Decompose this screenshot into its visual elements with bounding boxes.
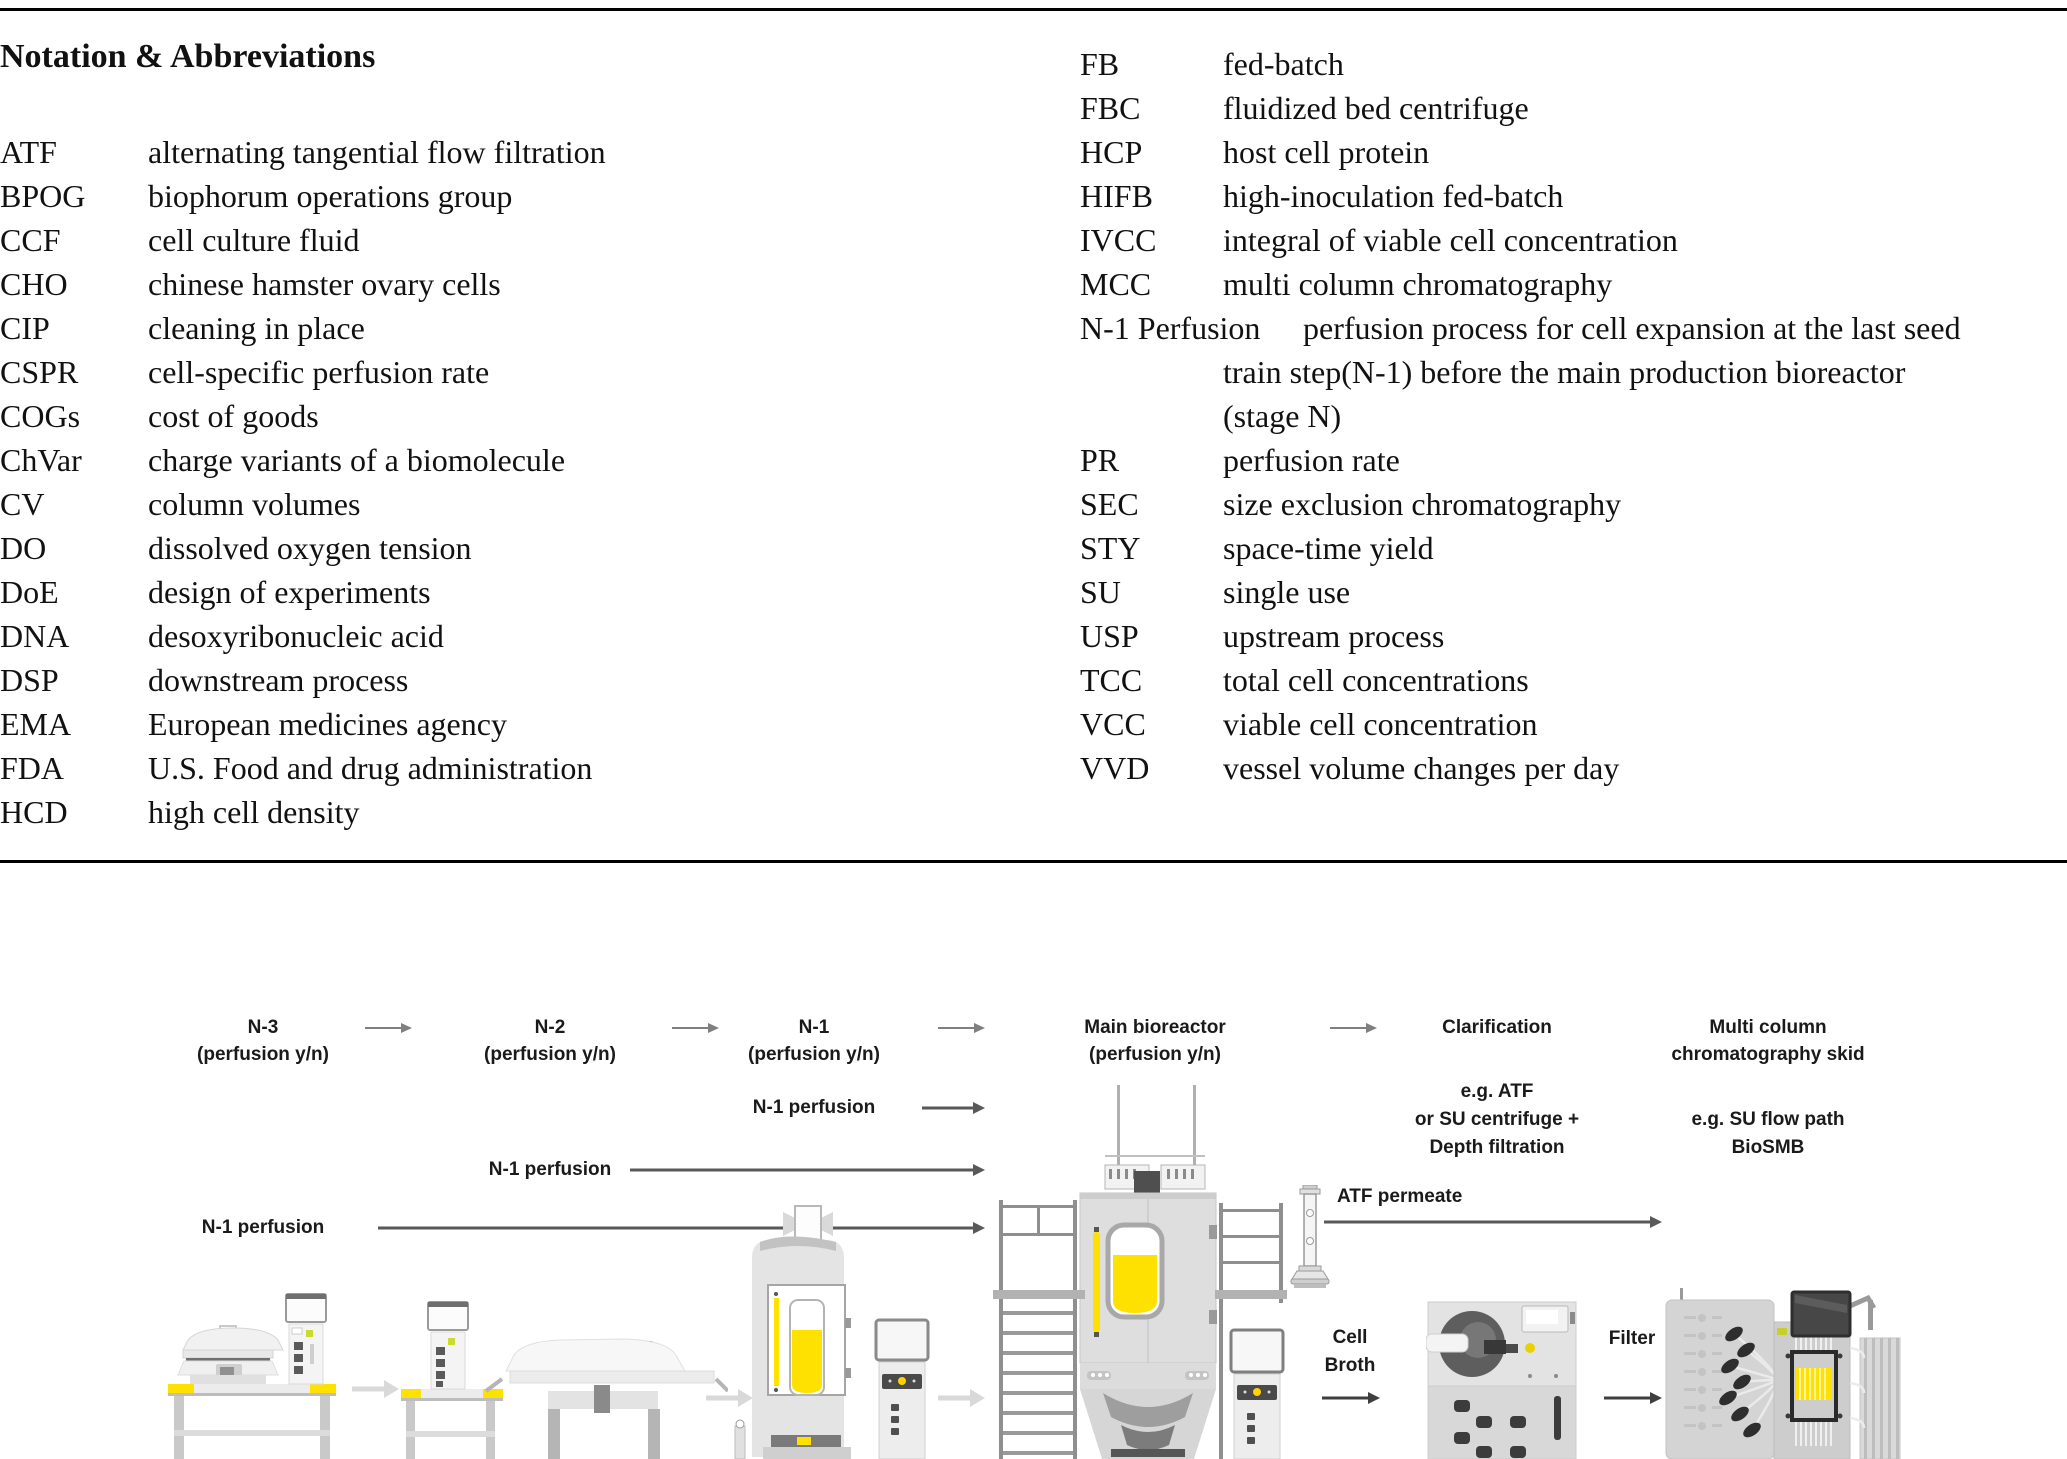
main-bioreactor-icon <box>993 1085 1293 1459</box>
abbreviation-term: CSPR <box>0 354 79 390</box>
abbreviation-definition: downstream process <box>148 662 409 698</box>
abbreviation-definition: total cell concentrations <box>1223 662 1529 698</box>
abbreviation-term: SEC <box>1080 486 1139 522</box>
abbreviation-row <box>1080 570 2067 614</box>
abbreviation-term: DoE <box>0 574 59 610</box>
arrow-n3-to-n2 <box>365 1020 412 1036</box>
stage-label-clarification <box>1442 1014 1552 1041</box>
stage-n3-subtitle: (perfusion y/n) <box>197 1044 329 1065</box>
abbreviation-term: CHO <box>0 266 68 302</box>
abbreviation-row <box>0 570 1000 614</box>
stage-clarification-methods: e.g. ATF or SU centrifuge + Depth filtration <box>1414 1081 1580 1158</box>
abbreviation-term: FDA <box>0 750 65 786</box>
top-module <box>783 1206 833 1240</box>
abbreviation-row <box>0 746 1000 790</box>
abbreviation-row <box>0 306 1000 350</box>
abbreviation-term: CIP <box>0 310 50 346</box>
stage-mcc-methods: e.g. SU flow path BioSMB <box>1691 1109 1845 1158</box>
abbreviation-term: TCC <box>1080 662 1143 698</box>
abbreviation-term: USP <box>1080 618 1139 654</box>
abbreviation-term: DO <box>0 530 47 566</box>
stage-label-n2 <box>484 1014 616 1068</box>
abbreviation-row <box>0 218 1000 262</box>
abbreviation-term: CCF <box>0 222 61 258</box>
abbreviation-definition: perfusion rate <box>1223 442 1400 478</box>
abbreviation-term: FB <box>1080 46 1120 82</box>
su-centrifuge-icon <box>1426 1292 1578 1459</box>
n3-rocker-bioreactor-icon <box>118 1282 358 1459</box>
abbreviation-row <box>1080 614 2067 658</box>
abbreviation-definition: size exclusion chromatography <box>1223 486 1622 522</box>
atf-column-icon <box>1290 1185 1330 1290</box>
abbreviation-row <box>1080 526 2067 570</box>
abbreviation-definition: European medicines agency <box>148 706 507 742</box>
stage-main-subtitle: (perfusion y/n) <box>1089 1044 1221 1065</box>
column-cassette-unit <box>1774 1322 1850 1459</box>
abbreviation-definition: biophorum operations group <box>148 178 513 214</box>
abbreviation-definition: U.S. Food and drug administration <box>148 750 593 786</box>
filter-label: Filter <box>1608 1328 1656 1349</box>
abbreviation-term: ATF <box>0 134 57 170</box>
arrow-n1-to-main <box>938 1020 985 1036</box>
su-bioreactor-housing <box>752 1237 851 1459</box>
abbreviation-term: CV <box>0 486 45 522</box>
control-tower <box>286 1294 326 1384</box>
abbreviation-definition: fluidized bed centrifuge <box>1223 90 1529 126</box>
abbreviation-term: BPOG <box>0 178 86 214</box>
right-rack <box>1850 1338 1900 1459</box>
n1-perfusion-label-2: N-1 perfusion <box>488 1159 612 1180</box>
control-tower <box>876 1320 928 1459</box>
abbreviation-row <box>0 394 1000 438</box>
control-tower <box>1231 1330 1283 1459</box>
abbreviation-term: VCC <box>1080 706 1146 742</box>
abbreviation-definition: single use <box>1223 574 1351 610</box>
abbreviation-row <box>1080 702 2067 746</box>
abbreviation-term: ChVar <box>0 442 82 478</box>
stage-label-n1 <box>748 1014 880 1068</box>
small-column <box>735 1420 745 1459</box>
stage-n1-title: N-1 <box>798 1017 830 1038</box>
abbreviation-definition: vessel volume changes per day <box>1223 750 1620 786</box>
stage-label-mcc-skid: Multi column chromatography skid <box>1671 1017 1865 1065</box>
abbreviation-definition: high-inoculation fed-batch <box>1223 178 1564 214</box>
abbreviation-row <box>1080 306 2067 438</box>
abbreviation-row <box>0 526 1000 570</box>
stage-n1-subtitle: (perfusion y/n) <box>748 1044 880 1065</box>
abbreviation-term: DSP <box>0 662 59 698</box>
display-panel <box>1522 1306 1575 1332</box>
abbreviation-term: DNA <box>0 618 70 654</box>
abbreviation-term: FBC <box>1080 90 1141 126</box>
stage-n2-subtitle: (perfusion y/n) <box>484 1044 616 1065</box>
abbreviation-row <box>0 262 1000 306</box>
atf-permeate-label: ATF permeate <box>1337 1186 1463 1207</box>
abbreviation-term: SU <box>1080 574 1121 610</box>
abbreviation-definition: design of experiments <box>148 574 431 610</box>
abbreviation-row <box>0 790 1000 834</box>
abbreviation-definition: column volumes <box>148 486 361 522</box>
abbreviations-right-column <box>1080 42 2067 790</box>
stage-label-main-bioreactor <box>1084 1014 1225 1068</box>
bench-table <box>168 1384 336 1459</box>
abbreviation-row <box>1080 658 2067 702</box>
head-plate-piping <box>1105 1085 1205 1193</box>
cell-broth-arrow <box>1322 1390 1380 1406</box>
atf-permeate-arrow <box>1324 1214 1662 1230</box>
cell-broth-label: Cell Broth <box>1324 1327 1376 1376</box>
abbreviation-definition: integral of viable cell concentration <box>1223 222 1678 258</box>
abbreviation-definition: perfusion process for cell expansion at the last seed train step(N-1) before the main production bioreactor (stage N) <box>1223 310 1961 434</box>
stage-clarification-title: Clarification <box>1442 1017 1552 1038</box>
abbreviation-definition: cell culture fluid <box>148 222 360 258</box>
abbreviation-definition: fed-batch <box>1223 46 1344 82</box>
abbreviation-row <box>1080 262 2067 306</box>
abbreviation-term: STY <box>1080 530 1141 566</box>
n2-rocker-bioreactor-icon <box>398 1295 728 1459</box>
abbreviation-definition: desoxyribonucleic acid <box>148 618 444 654</box>
abbreviation-definition: dissolved oxygen tension <box>148 530 472 566</box>
n1-su-bioreactor-icon <box>733 1198 989 1459</box>
abbreviation-row <box>0 658 1000 702</box>
abbreviation-row <box>1080 86 2067 130</box>
abbreviation-definition: high cell density <box>148 794 360 830</box>
abbreviation-row <box>0 482 1000 526</box>
monitor-arm <box>1792 1292 1874 1336</box>
abbreviation-definition: cell-specific perfusion rate <box>148 354 490 390</box>
n1-perfusion-arrow-1 <box>922 1100 985 1116</box>
stage-n2-title: N-2 <box>534 1017 566 1038</box>
biosmb-skid-icon <box>1664 1288 1914 1459</box>
arrow-main-to-clarification <box>1330 1020 1377 1036</box>
abbreviation-row <box>1080 438 2067 482</box>
abbreviation-definition: cleaning in place <box>148 310 365 346</box>
abbreviation-definition: alternating tangential flow filtration <box>148 134 606 170</box>
abbreviation-definition: chinese hamster ovary cells <box>148 266 501 302</box>
abbreviation-row <box>1080 174 2067 218</box>
n1-perfusion-arrow-2 <box>630 1162 985 1178</box>
n1-perfusion-label-3: N-1 perfusion <box>201 1217 325 1238</box>
abbreviation-definition: viable cell concentration <box>1223 706 1538 742</box>
abbreviation-definition: host cell protein <box>1223 134 1430 170</box>
abbreviation-row <box>1080 482 2067 526</box>
abbreviation-term: VVD <box>1080 750 1150 786</box>
abbreviation-term: COGs <box>0 398 81 434</box>
bench-table <box>401 1389 503 1459</box>
abbreviation-row <box>1080 42 2067 86</box>
abbreviation-row <box>0 174 1000 218</box>
abbreviation-definition: multi column chromatography <box>1223 266 1613 302</box>
abbreviations-left-column <box>0 130 1000 834</box>
abbreviation-term: HCP <box>1080 134 1143 170</box>
control-tower <box>428 1302 468 1389</box>
abbreviation-term: IVCC <box>1080 222 1157 258</box>
abbreviation-definition: cost of goods <box>148 398 319 434</box>
abbreviation-term: N-1 Perfusion <box>1080 310 1261 346</box>
arrow-n2-to-n1 <box>672 1020 719 1036</box>
abbreviation-term: PR <box>1080 442 1120 478</box>
access-ladder-left <box>993 1200 1085 1459</box>
stage-main-title: Main bioreactor <box>1084 1017 1226 1038</box>
abbreviation-row <box>0 350 1000 394</box>
filter-arrow <box>1604 1390 1662 1406</box>
abbreviation-term: HIFB <box>1080 178 1153 214</box>
abbreviation-row <box>1080 218 2067 262</box>
abbreviation-definition: space-time yield <box>1223 530 1434 566</box>
abbreviation-row <box>1080 130 2067 174</box>
section-divider-rule <box>0 860 2067 863</box>
abbreviation-term: HCD <box>0 794 68 830</box>
top-rule <box>0 8 2067 11</box>
abbreviation-row <box>0 438 1000 482</box>
abbreviation-row <box>0 702 1000 746</box>
vessel-body <box>1080 1193 1217 1459</box>
stage-n3-title: N-3 <box>247 1017 279 1038</box>
abbreviation-row <box>1080 746 2067 790</box>
abbreviation-definition: charge variants of a biomolecule <box>148 442 566 478</box>
abbreviation-term: EMA <box>0 706 72 742</box>
section-heading: Notation & Abbreviations <box>0 38 376 75</box>
wave-rocker <box>178 1326 283 1384</box>
stage-label-n3 <box>197 1014 329 1068</box>
abbreviation-term: MCC <box>1080 266 1152 302</box>
abbreviation-row <box>0 614 1000 658</box>
benchtop-rocker-platform <box>486 1339 728 1459</box>
equipment-arrow-n3-n2 <box>352 1381 399 1397</box>
abbreviation-definition: upstream process <box>1223 618 1445 654</box>
abbreviation-row <box>0 130 1000 174</box>
n1-perfusion-label-1: N-1 perfusion <box>752 1097 876 1118</box>
